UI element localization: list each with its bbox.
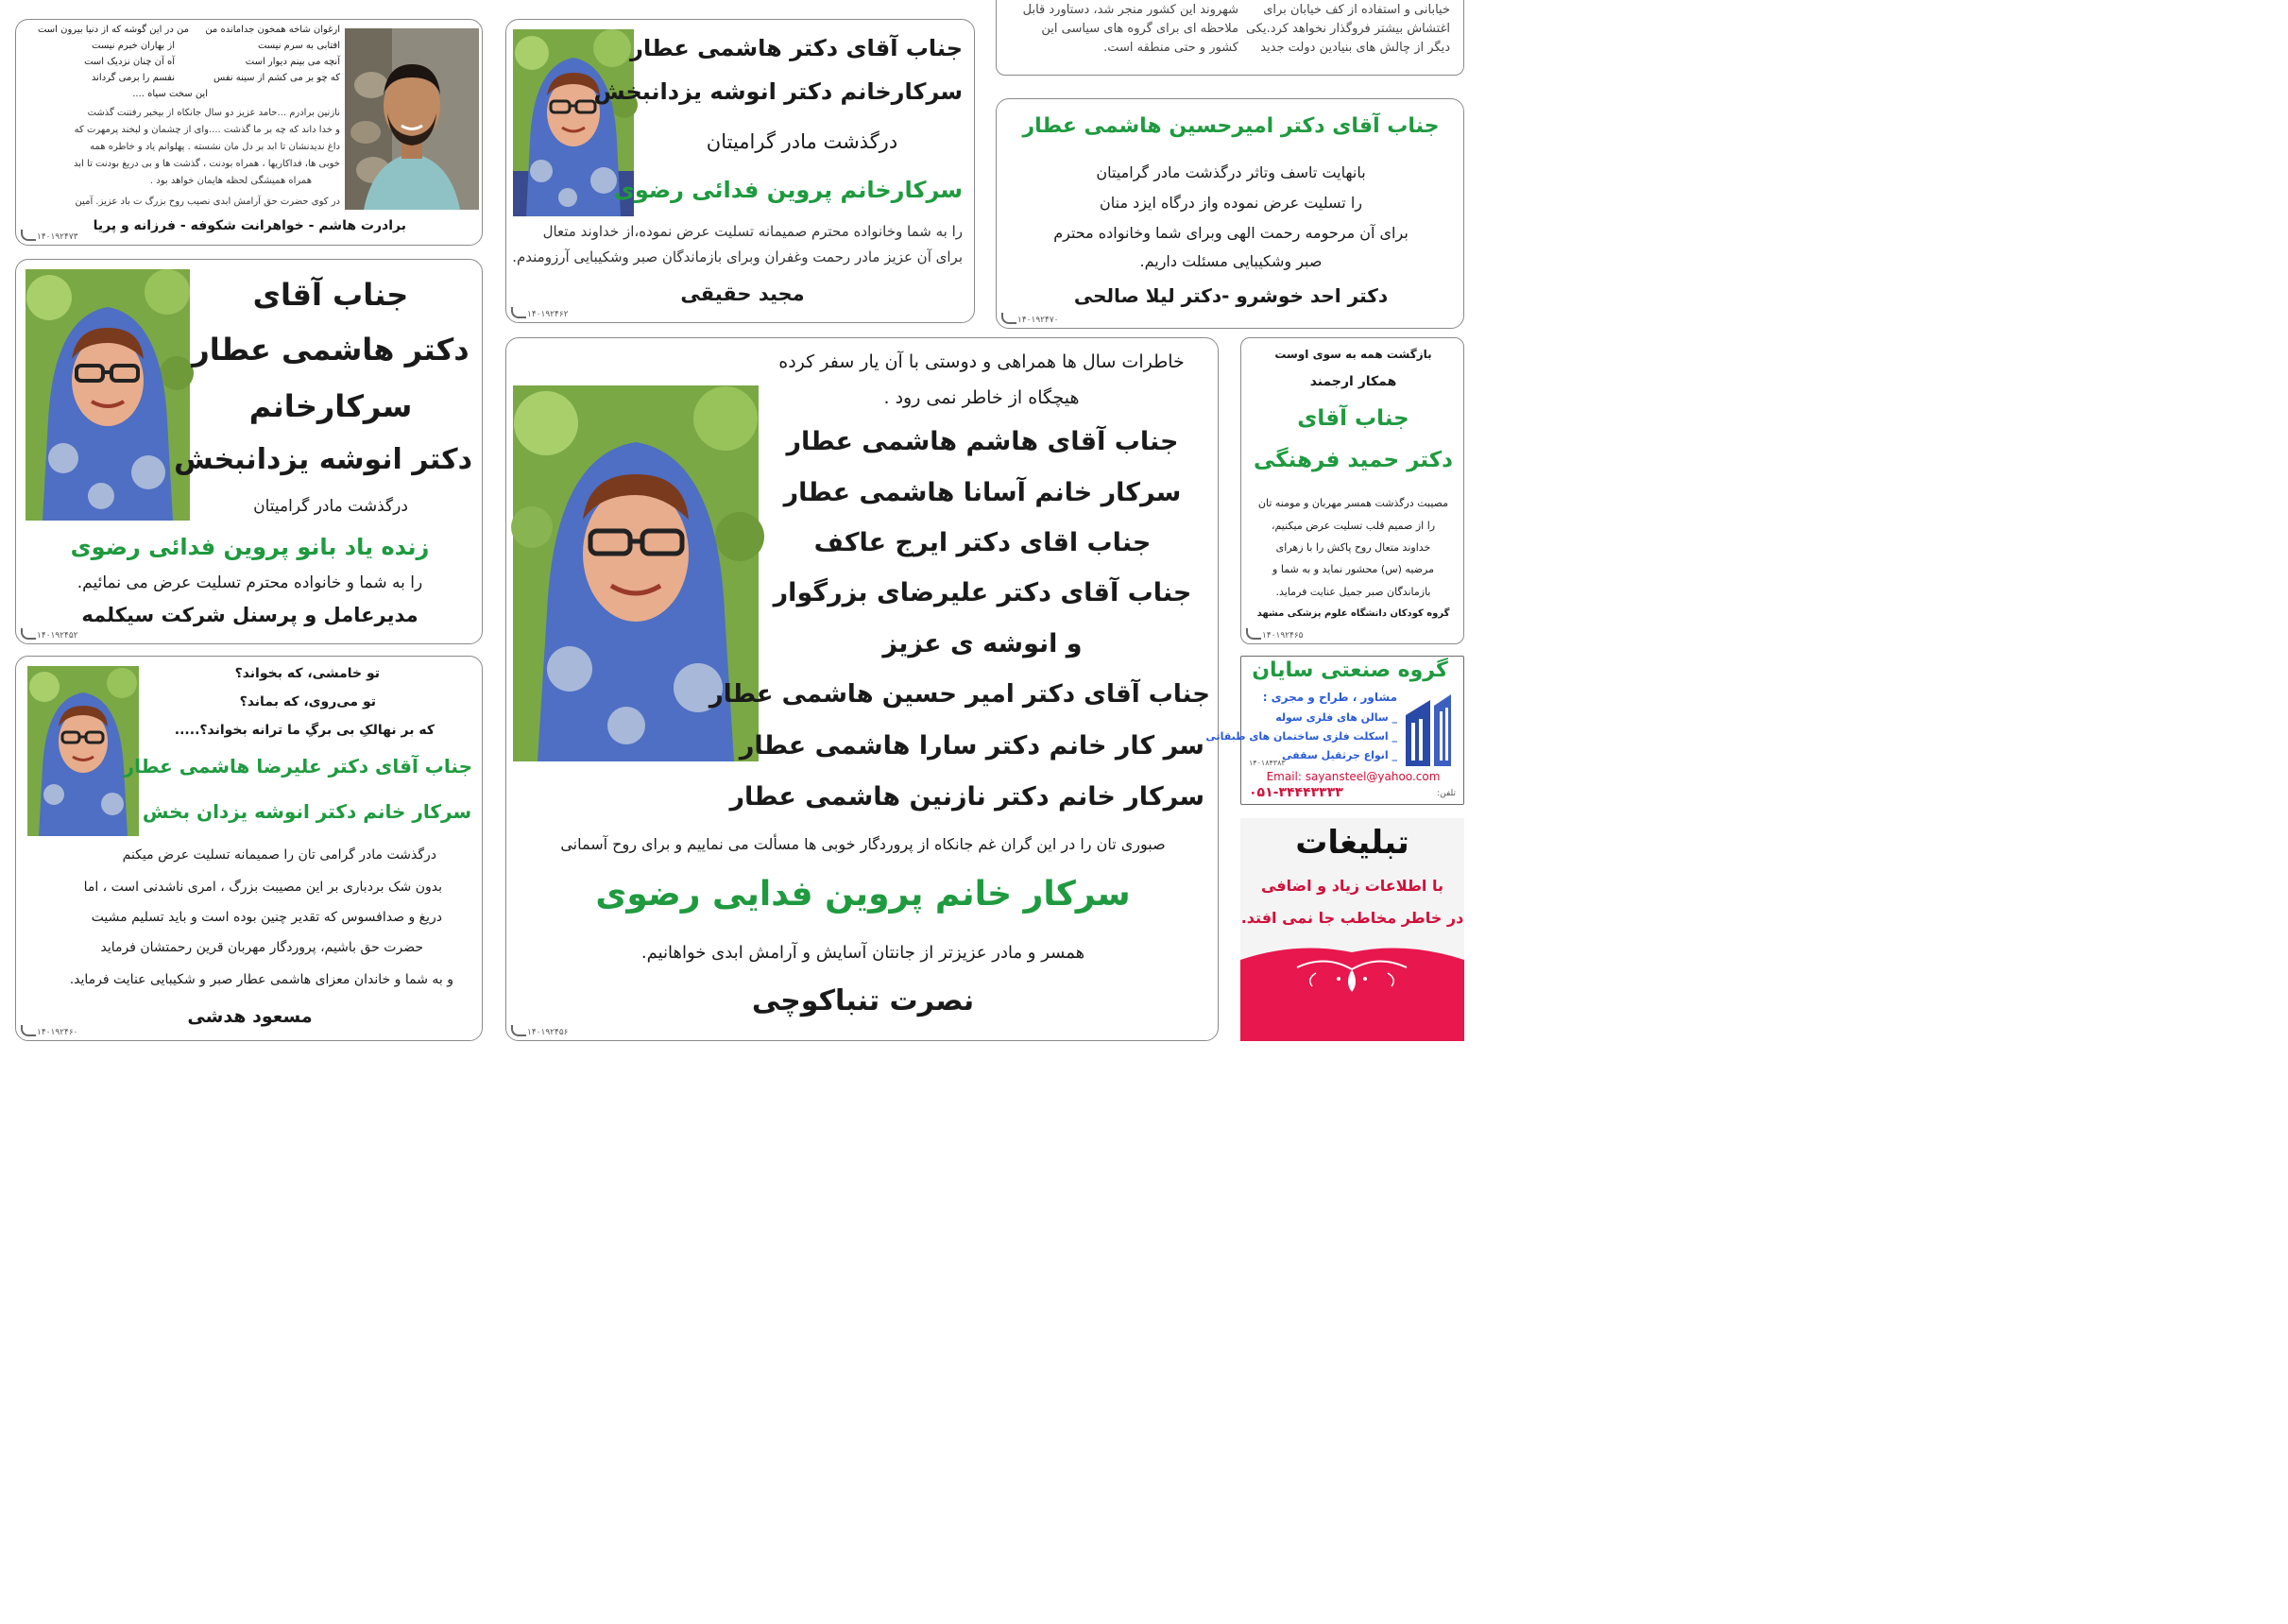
- article-col-right-line-3: دیگر از چالش های بنیادین دولت جدید: [1260, 41, 1450, 55]
- condolence-ad-farhangi: [1240, 337, 1464, 644]
- signature: نصرت تنباکوچی: [751, 984, 975, 1017]
- deceased-name: سرکارخانم پروین فدائی رضوی: [613, 177, 963, 203]
- body-line-2: را تسلیت عرض نموده واز درگاه ایزد منان: [1099, 194, 1363, 212]
- body-line-1: نازنین برادرم ...حامد عزیز دو سال جانکاه از بیخبر رفتنت گذشت: [87, 108, 340, 118]
- condolence-ad-tonbakouchi: [505, 337, 1219, 1041]
- woman-portrait-photo: [27, 666, 139, 836]
- intro-line-1: خاطرات سال ها همراهی و دوستی با آن یار سفر کرده: [778, 351, 1185, 372]
- ad-code: ۱۴۰۱۹۲۴۶۰: [37, 1028, 78, 1037]
- body-line-5: همراه همیشگی لحظه هایمان خواهد بود .: [149, 176, 312, 186]
- body-line-3: داغ ندیدنشان تا ابد بر دل مان نشسته . پهلوانم یاد و خاطره همه: [90, 142, 340, 152]
- condolence-ad-khoshro: [996, 98, 1464, 329]
- article-col-left-line-1: شهروند این کشور منجر شد، دستاورد قابل: [1022, 3, 1238, 17]
- title-line-3: سرکارخانم: [248, 388, 413, 424]
- body-line-4: صبر وشکیبایی مسئلت داریم.: [1139, 252, 1323, 270]
- promo-line-2: در خاطر مخاطب جا نمی افتد.: [1240, 909, 1464, 927]
- corner-ornament: [21, 230, 36, 241]
- signature: برادرت هاشم - خواهرانت شکوفه - فرزانه و پریا: [93, 218, 406, 233]
- signature: دکتر احد خوشرو -دکتر لیلا صالحی: [1073, 284, 1389, 307]
- body-line-3: خداوند متعال روح پاکش را با زهرای: [1275, 541, 1431, 554]
- recipient-line-7: سر کار خانم دکتر سارا هاشمی عطار: [739, 731, 1204, 761]
- condolence-ad-sikelme: [15, 259, 483, 644]
- poem-line-3: آنچه می بینم دیوار است: [245, 57, 340, 67]
- phone-label: تلفن:: [1437, 789, 1456, 798]
- body-line-2: برای آن عزیز مادر رحمت وغفران وبرای بازماندگان صبر وشکیبایی آرزومندم.: [512, 248, 963, 265]
- recipient-line-1: جناب آقای دکتر هاشمی عطار: [630, 35, 963, 61]
- signature: مسعود هدشی: [187, 1006, 313, 1027]
- man-portrait-photo: [345, 28, 479, 210]
- ad-code: ۱۴۰۱۸۴۳۸۳: [1249, 759, 1286, 767]
- recipient-line-5: و انوشه ی عزیز: [882, 629, 1083, 658]
- deceased-name: سرکار خانم پروین فدایی رضوی: [595, 875, 1131, 914]
- intro-line-2: هیچگاه از خاطر نمی رود .: [883, 387, 1080, 408]
- phone-number: ۰۵۱-۳۴۴۴۳۳۳۳: [1249, 785, 1343, 800]
- promo-line-1: با اطلاعات زیاد و اضافی: [1260, 877, 1443, 895]
- body: را به شما و خانواده محترم تسلیت عرض می نمائیم.: [77, 573, 423, 592]
- building-logo-icon: [1402, 687, 1455, 766]
- recipient-line-2: سرکار خانم دکتر انوشه یزدان بخش: [142, 800, 472, 823]
- corner-ornament: [21, 1025, 36, 1036]
- deceased-name: زنده یاد بانو پروین فدائی رضوی: [70, 534, 430, 560]
- title-line-2: دکتر هاشمی عطار: [192, 332, 470, 368]
- poem-line-3: که بر نهالکِ بی برگِ ما ترانه بخواند؟.....: [174, 723, 435, 738]
- subtitle: درگذشت مادر گرامیتان: [253, 497, 408, 516]
- recipient-line-4: جناب آقای دکتر علیرضای بزرگوار: [773, 578, 1192, 607]
- ad-code: ۱۴۰۱۹۲۴۵۶: [527, 1028, 569, 1037]
- header-2: همکار ارجمند: [1309, 374, 1397, 389]
- body-line-5: و به شما و خاندان معزای هاشمی عطار صبر و شکیبایی عنایت فرماید.: [69, 972, 453, 987]
- recipient-line-3: جناب اقای دکتر ایرج عاکف: [813, 528, 1152, 557]
- subtitle: مشاور ، طراح و مجری :: [1262, 691, 1397, 704]
- poem-line-6: از بهاران خبرم نیست: [92, 41, 175, 51]
- signature: مدیرعامل و پرسنل شرکت سیکلمه: [81, 604, 418, 626]
- title-line-4: دکتر انوشه یزدانبخش: [174, 443, 472, 476]
- poem-line-7: آه آن چنان نزدیک است: [84, 57, 175, 67]
- service-item-3: _ انواع جرثقیل سقفی: [1282, 749, 1397, 761]
- business-ad-sayan: [1205, 656, 1464, 805]
- advertising-promo: [1240, 818, 1464, 1041]
- top-article-snippet: [996, 0, 1464, 76]
- corner-ornament: [511, 1025, 526, 1036]
- poem-line-1: تو خامشی، که بخواند؟: [234, 666, 380, 681]
- corner-ornament: [21, 628, 36, 640]
- title-line-1: جناب آقای: [1297, 406, 1409, 431]
- recipient-line-8: سرکار خانم دکتر نازنین هاشمی عطار: [729, 782, 1204, 812]
- body-line-3: دریغ و صدافسوس که تقدیر چنین بوده است و باید تسلیم مشیت: [91, 910, 442, 925]
- recipient-line-1: جناب آقای دکتر علیرضا هاشمی عطار: [123, 755, 472, 778]
- signature: گروه کودکان دانشگاه علوم پزشکی مشهد: [1256, 608, 1450, 619]
- article-col-right-line-1: خیابانی و استفاده از کف خیابان برای: [1263, 3, 1450, 17]
- poem-line-2: افتابی به سرم نیست: [257, 41, 340, 51]
- corner-ornament: [511, 307, 526, 318]
- recipient-line-2: سرکارخانم دکتر انوشه یزدانبخش: [593, 78, 963, 105]
- article-col-left-line-2: ملاحظه ای برای گروه های سیاسی این: [1041, 22, 1238, 36]
- body-line-1: درگذشت مادر گرامی تان را صمیمانه تسلیت عرض میکنم: [122, 847, 436, 863]
- woman-portrait-photo: [26, 269, 190, 521]
- poem-line-8: نفسم را برمی گرداند: [91, 73, 175, 83]
- condolence-ad-haghighi: [505, 19, 975, 323]
- body-line-1: را به شما وخانواده محترم صمیمانه تسلیت عرض نموده،از خداوند متعال: [542, 223, 963, 240]
- closing: همسر و مادر عزیزتر از جانتان آسایش و آرامش ابدی خواهانیم.: [640, 943, 1085, 963]
- poem-line-4: که چو بر می کشم از سینه نفس: [213, 73, 340, 83]
- promo-title: تبلیغات: [1295, 824, 1409, 862]
- condolence-ad-hamed: [15, 19, 483, 246]
- body-line-2: را از صمیم قلب تسلیت عرض میکنیم،: [1271, 520, 1436, 532]
- body-line-4: خوبی ها، فداکاریها ، همراه بودنت ، گذشت ها و بی دریغ بودنت تا ابد: [74, 159, 340, 169]
- poem-line-2: تو می‌روی، که بماند؟: [239, 694, 376, 709]
- corner-ornament: [1246, 628, 1261, 640]
- body-line-2: بدون شک بردباری بر این مصیبت بزرگ ، امری ناشدنی است ، اما: [83, 880, 442, 895]
- body-line-6: در کوی حضرت حق آرامش ابدی نصیب روح بزرگ ت باد عزیز. آمین: [75, 197, 340, 207]
- recipient-line-1: جناب آقای هاشم هاشمی عطار: [786, 427, 1179, 456]
- title-line-1: جناب آقای: [252, 277, 409, 313]
- ad-code: ۱۴۰۱۹۲۴۷۳: [37, 232, 78, 242]
- body-line-4: حضرت حق باشیم، پروردگار مهربان قرین رحمتشان فرماید: [100, 940, 423, 955]
- corner-ornament: [1001, 313, 1016, 324]
- body-line-1: مصیبت درگذشت همسر مهربان و مومنه تان: [1257, 497, 1449, 509]
- body-line-1: بانهایت تاسف وتاثر درگذشت مادر گرامیتان: [1096, 163, 1366, 181]
- pink-ornament-banner: [1240, 941, 1464, 1041]
- body-line-2: و خدا داند که چه بر ما گذشت ....وای از چشمان و لبخند پرمهرت که: [74, 125, 340, 135]
- header-1: بازگشت همه به سوی اوست: [1274, 348, 1432, 361]
- ad-code: ۱۴۰۱۹۲۴۷۰: [1017, 316, 1059, 325]
- title-line-2: دکتر حمید فرهنگی: [1254, 448, 1453, 472]
- body-line-5: بازماندگان صبر جمیل عنایت فرماید.: [1275, 586, 1431, 598]
- service-item-2: _ اسکلت فلزی ساختمان های طبقاتی: [1205, 730, 1397, 743]
- poem-tail: این سخت سیاه ....: [132, 89, 208, 99]
- ad-code: ۱۴۰۱۹۲۴۶۵: [1262, 631, 1304, 641]
- body-line-4: مرضیه (س) محشور نماید و به شما و: [1272, 563, 1434, 575]
- recipient-line-2: سرکار خانم آسانا هاشمی عطار: [783, 478, 1182, 507]
- signature: مجید حقیقی: [680, 282, 805, 305]
- poem-line-1: ارغوان شاخه همخون جدامانده من: [205, 25, 340, 35]
- article-col-left-line-3: کشور و حتی منطقه است.: [1103, 41, 1238, 55]
- body-line-3: برای آن مرحومه رحمت الهی وبرای شما وخانواده محترم: [1053, 224, 1409, 242]
- ad-code: ۱۴۰۱۹۲۴۶۲: [527, 310, 569, 319]
- article-col-right-line-2: اغتشاش بیشتر فروگذار نخواهد کرد.یکی: [1245, 22, 1450, 36]
- ad-code: ۱۴۰۱۹۲۴۵۲: [37, 631, 78, 641]
- body: صبوری تان را در این گران غم جانکاه از پروردگار خوبی ها مسألت می نماییم و برای روح آسمانی: [560, 835, 1166, 853]
- service-item-1: _ سالن های فلزی سوله: [1275, 711, 1397, 724]
- recipient-line-6: جناب آقای دکتر امیر حسین هاشمی عطار: [709, 680, 1210, 709]
- recipient-title: جناب آقای دکتر امیرحسین هاشمی عطار: [1022, 114, 1440, 138]
- email: Email: sayansteel@yahoo.com: [1266, 770, 1441, 783]
- subtitle: درگذشت مادر گرامیتان: [706, 130, 898, 153]
- poem-line-5: من در این گوشه که از دنیا بیرون است: [37, 25, 189, 35]
- condolence-ad-hodashi: [15, 656, 483, 1041]
- company-name: گروه صنعتی سایان: [1252, 658, 1448, 682]
